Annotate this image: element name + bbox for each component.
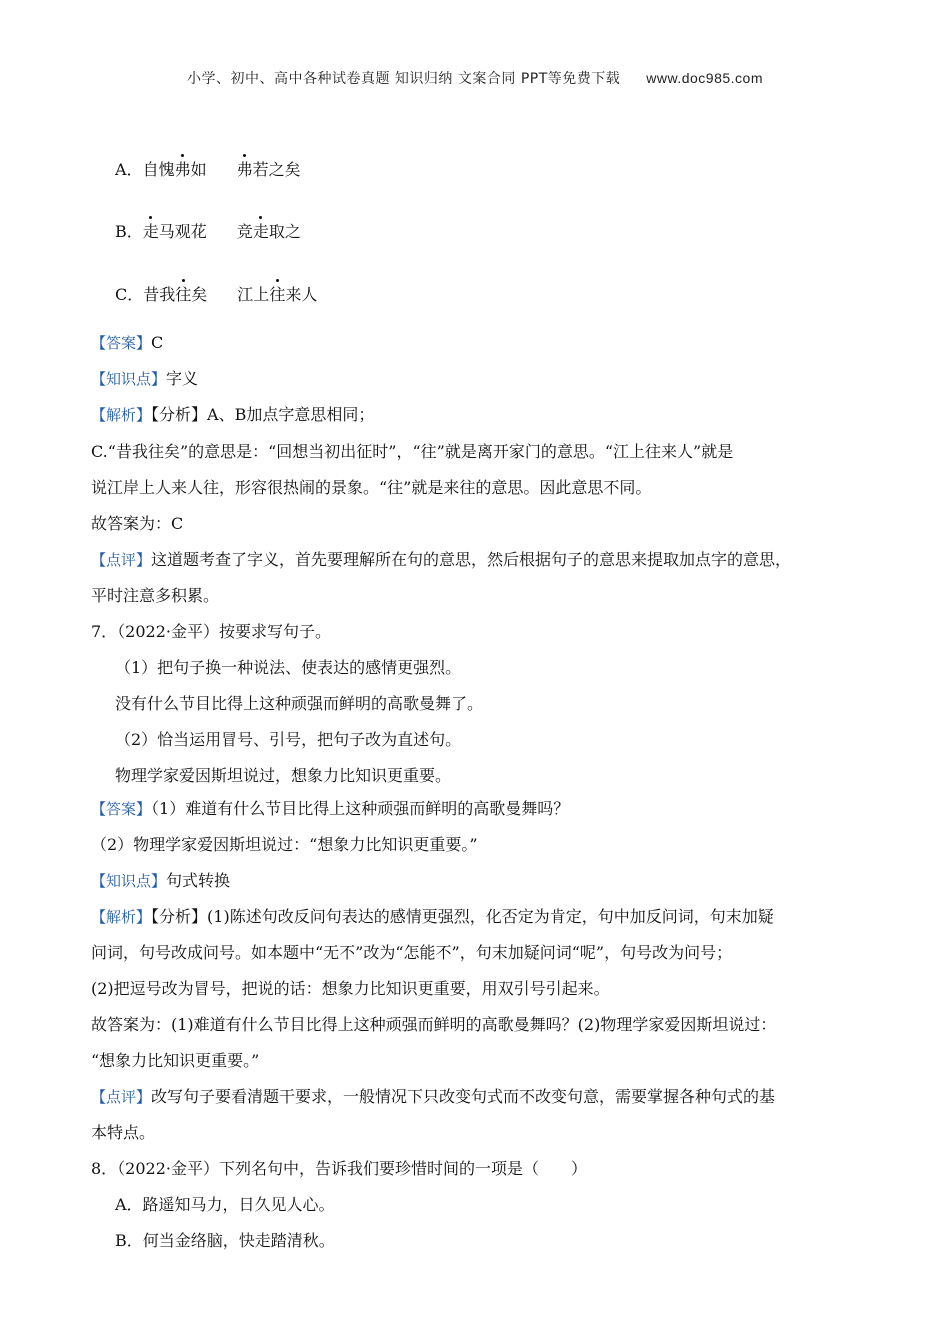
emphasis-dot-char: 走 (142, 222, 159, 241)
q7-knowledge-point: 【知识点】句式转换 (91, 871, 231, 890)
q6-answer: 【答案】C (91, 333, 164, 352)
q6-final: 故答案为：C (91, 514, 184, 533)
q7-review-line2: 本特点。 (91, 1123, 156, 1142)
q6-option-a: A．自愧弗如 弗若之矣 (115, 160, 301, 179)
q7-analysis-line3: (2)把逗号改为冒号，把说的话：想象力比知识更重要，用双引号引起来。 (91, 979, 610, 998)
q7-answer-line2: （2）物理学家爱因斯坦说过：“想象力比知识更重要。” (91, 835, 478, 854)
q7-final: 故答案为：(1)难道有什么节目比得上这种顽强而鲜明的高歌曼舞吗？(2)物理学家爱因斯坦说过： (91, 1015, 777, 1034)
q7-sentence2: 物理学家爱因斯坦说过，想象力比知识更重要。 (115, 766, 452, 785)
header-url: www.doc985.com (646, 70, 763, 86)
q7-stem: 7．（2022·金平）按要求写句子。 (91, 622, 331, 641)
answer-tag: 【答案】 (91, 800, 152, 818)
analysis-tag: 【解析】 (91, 908, 152, 926)
q6-option-b: B．走马观花 竞走取之 (115, 222, 301, 241)
emphasis-dot-char: 往 (175, 285, 192, 304)
review-tag: 【点评】 (91, 1088, 152, 1106)
emphasis-dot-char: 弗 (174, 160, 191, 179)
page-header (0, 68, 950, 88)
header-title: 小学、初中、高中各种试卷真题 知识归纳 文案合同 PPT等免费下载 (186, 71, 621, 87)
q7-analysis-line2: 问词，句号改成问号。如本题中“无不”改为“怎能不”，句末加疑问词“呢”，句号改为问号； (91, 943, 733, 962)
emphasis-dot-char: 走 (252, 222, 269, 241)
emphasis-dot-char: 弗 (236, 160, 253, 179)
q6-option-c: C．昔我往矣 江上往来人 (115, 285, 318, 304)
q8-option-a: A．路遥知马力，日久见人心。 (115, 1195, 335, 1214)
q6-knowledge-point: 【知识点】字义 (91, 369, 199, 388)
emphasis-dot-char: 往 (269, 285, 286, 304)
q7-sub2: （2）恰当运用冒号、引号，把句子改为直述句。 (115, 730, 462, 749)
knowledge-tag: 【知识点】 (91, 370, 167, 388)
q7-final-line2: “想象力比知识更重要。” (91, 1051, 260, 1070)
q7-sentence1: 没有什么节目比得上这种顽强而鲜明的高歌曼舞了。 (115, 694, 484, 713)
q6-review-line2: 平时注意多积累。 (91, 586, 220, 605)
q8-option-b: B．何当金络脑，快走踏清秋。 (115, 1231, 335, 1250)
q6-review: 【点评】这道题考查了字义，首先要理解所在句的意思，然后根据句子的意思来提取加点字的意思， (91, 550, 792, 569)
analysis-tag: 【解析】 (91, 406, 152, 424)
q6-analysis-line3: 说江岸上人来人往，形容很热闹的景象。“往”就是来往的意思。因此意思不同。 (91, 478, 652, 497)
q7-answer: 【答案】（1）难道有什么节目比得上这种顽强而鲜明的高歌曼舞吗？ (91, 799, 570, 818)
q8-stem: 8．（2022·金平）下列名句中，告诉我们要珍惜时间的一项是（ ） (91, 1159, 587, 1178)
answer-tag: 【答案】 (91, 334, 152, 352)
review-tag: 【点评】 (91, 551, 152, 569)
q7-sub1: （1）把句子换一种说法、使表达的感情更强烈。 (115, 658, 462, 677)
q7-analysis: 【解析】【分析】(1)陈述句改反问句表达的感情更强烈，化否定为肯定，句中加反问词，句末加疑 (91, 907, 774, 926)
knowledge-tag: 【知识点】 (91, 872, 167, 890)
q6-analysis: 【解析】【分析】A、B加点字意思相同； (91, 405, 375, 424)
q7-review: 【点评】改写句子要看清题干要求，一般情况下只改变句式而不改变句意，需要掌握各种句式的基 (91, 1087, 776, 1106)
q6-analysis-line2: C.“昔我往矣”的意思是：“回想当初出征时”，“往”就是离开家门的意思。“江上往来人”就是 (91, 442, 734, 461)
